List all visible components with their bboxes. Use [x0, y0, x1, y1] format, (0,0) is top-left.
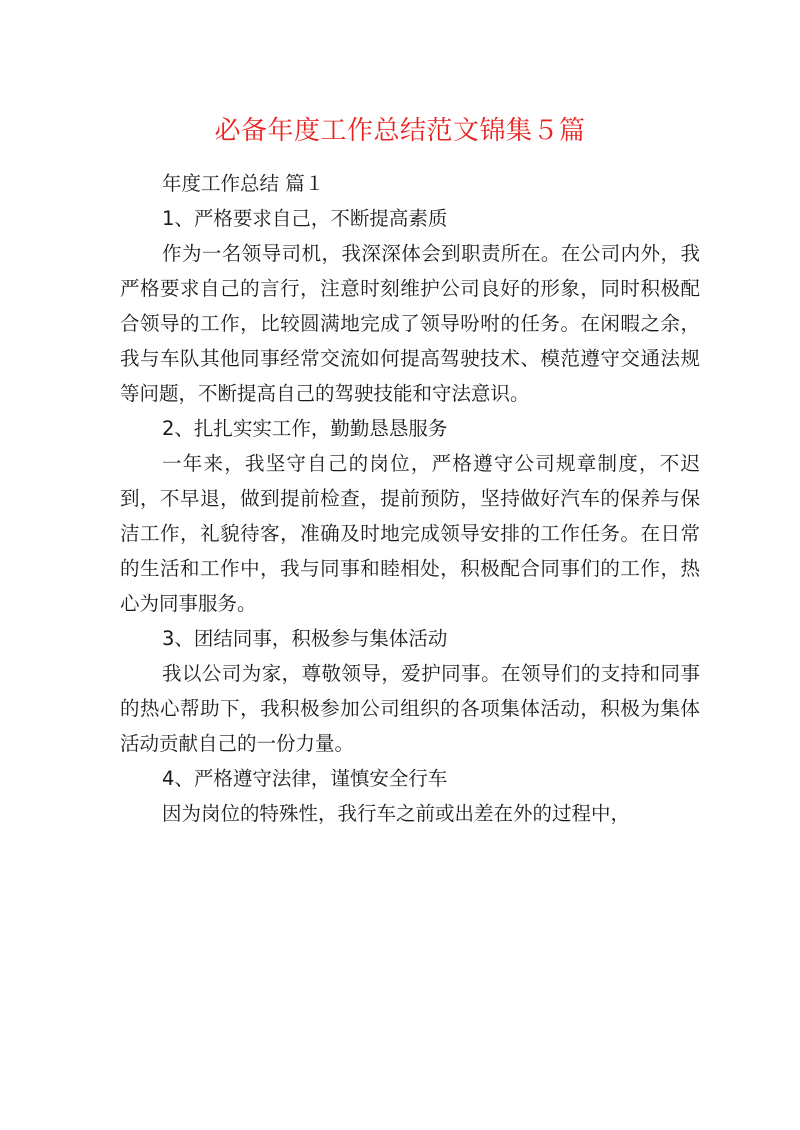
subsection-heading: 4、严格遵守法律，谨慎安全行车: [162, 767, 448, 790]
section-heading: 年度工作总结 篇１: [162, 172, 325, 195]
subsection-heading: 3、团结同事，积极参与集体活动: [162, 627, 448, 650]
document-body: [120, 166, 700, 831]
subsection-heading: 2、扎扎实实工作，勤勤恳恳服务: [162, 417, 448, 440]
subsection-heading: 1、严格要求自己，不断提高素质: [162, 207, 448, 230]
body-paragraph: 因为岗位的特殊性，我行车之前或出差在外的过程中，: [162, 802, 631, 825]
body-paragraph: 我以公司为家，尊敬领导，爱护同事。在领导们的支持和同事的热心帮助下，我积极参加公司组织的各项集体活动，积极为集体活动贡献自己的一份力量。: [120, 662, 700, 755]
body-paragraph: 一年来，我坚守自己的岗位，严格遵守公司规章制度，不迟到，不早退，做到提前检查，提前预防，坚持做好汽车的保养与保洁工作，礼貌待客，准确及时地完成领导安排的工作任务。在日常的生活和工作中，我与同事和睦相处，积极配合同事们的工作，热心为同事服务。: [120, 452, 700, 615]
body-paragraph: 作为一名领导司机，我深深体会到职责所在。在公司内外，我严格要求自己的言行，注意时刻维护公司良好的形象，同时积极配合领导的工作，比较圆满地完成了领导吩咐的任务。在闲暇之余，我与车队其他同事经常交流如何提高驾驶技术、模范遵守交通法规等问题，不断提高自己的驾驶技能和守法意识。: [120, 242, 700, 405]
document-title: 必备年度工作总结范文锦集５篇: [214, 116, 586, 146]
